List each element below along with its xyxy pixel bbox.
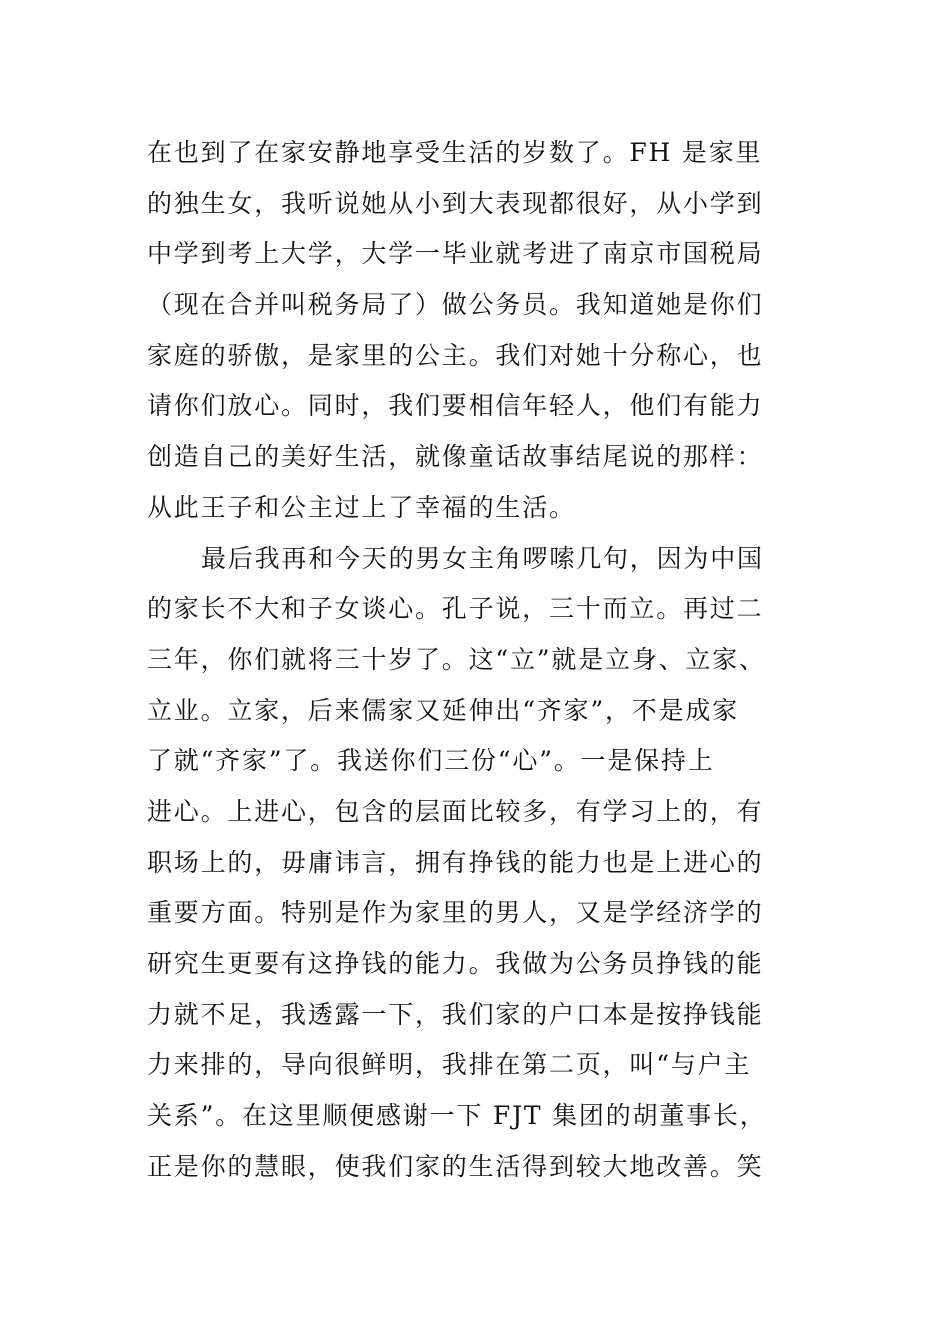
text-line: （现在合并叫税务局了）做公务员。我知道她是你们 (147, 290, 764, 320)
text-line: 中学到考上大学，大学一毕业就考进了南京市国税局 (147, 239, 764, 269)
text-line: 进心。上进心，包含的层面比较多，有学习上的，有 (147, 796, 764, 826)
document-body (147, 128, 807, 1192)
text-line: 正是你的慧眼，使我们家的生活得到较大地改善。笑 (147, 1151, 764, 1181)
text-line: 力就不足，我透露一下，我们家的户口本是按挣钱能 (147, 999, 764, 1029)
text-line: 最后我再和今天的男女主角啰嗦几句，因为中国 (201, 543, 764, 573)
text-line: 从此王子和公主过上了幸福的生活。 (147, 492, 576, 522)
text-line: 重要方面。特别是作为家里的男人，又是学经济学的 (147, 898, 764, 928)
text-line: 的独生女，我听说她从小到大表现都很好，从小学到 (147, 188, 764, 218)
text-line: 三年，你们就将三十岁了。这“立”就是立身、立家、 (147, 644, 766, 674)
text-line: 力来排的，导向很鲜明，我排在第二页，叫“与户主 (147, 1050, 752, 1080)
text-line: 家庭的骄傲，是家里的公主。我们对她十分称心，也 (147, 340, 764, 370)
text-line: 研究生更要有这挣钱的能力。我做为公务员挣钱的能 (147, 949, 764, 978)
text-line: 立业。立家，后来儒家又延伸出“齐家”，不是成家 (147, 695, 739, 725)
text-line: 的家长不大和子女谈心。孔子说，三十而立。再过二 (147, 594, 764, 624)
text-line: 了就“齐家”了。我送你们三份“心”。一是保持上 (147, 746, 715, 776)
paragraph-2 (147, 534, 807, 1193)
paragraph-1 (147, 128, 807, 534)
text-line: 关系”。在这里顺便感谢一下 FJT 集团的胡董事长， (147, 1101, 767, 1131)
text-line: 在也到了在家安静地享受生活的岁数了。FH 是家里 (147, 138, 763, 167)
text-line: 请你们放心。同时，我们要相信年轻人，他们有能力 (147, 391, 764, 421)
text-line: 职场上的，毋庸讳言，拥有挣钱的能力也是上进心的 (147, 847, 764, 877)
text-line: 创造自己的美好生活，就像童话故事结尾说的那样： (147, 442, 764, 472)
